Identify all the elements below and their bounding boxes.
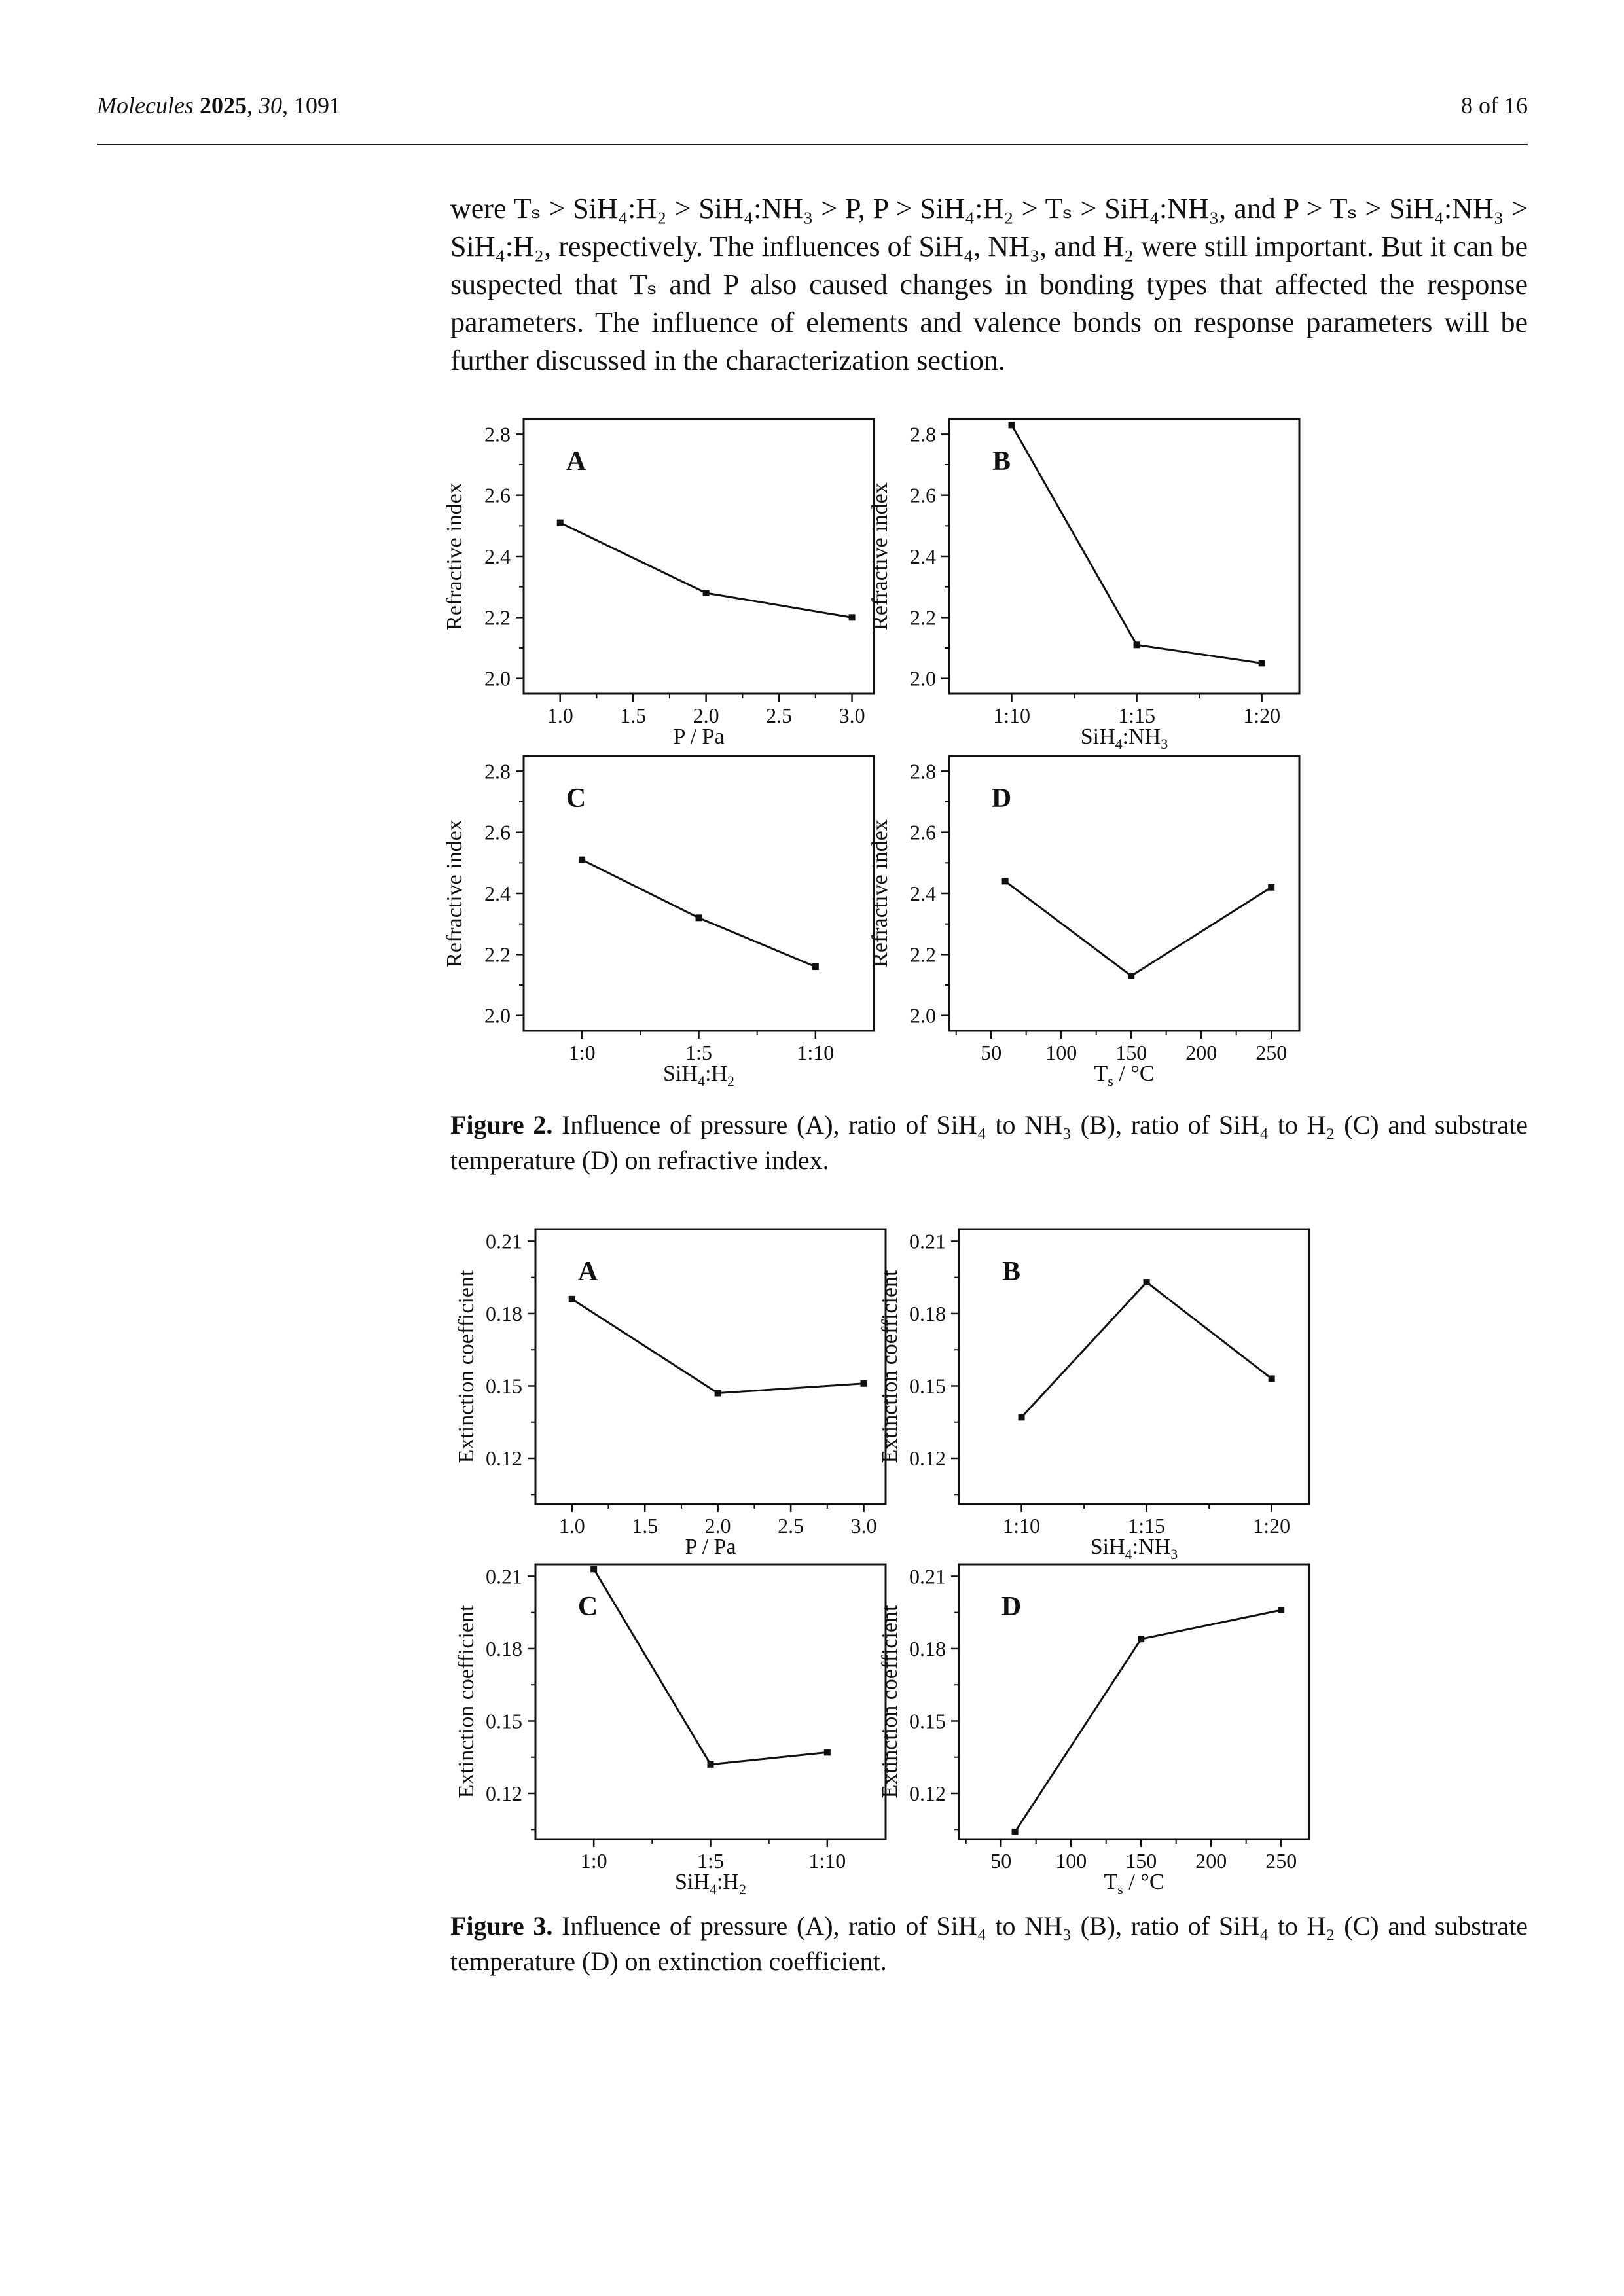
y-tick-label: 2.8	[484, 759, 511, 783]
body-paragraph	[450, 190, 1528, 380]
y-tick-label: 0.21	[486, 1564, 522, 1588]
article-number: 1091	[293, 92, 341, 118]
x-tick-label: 200	[1185, 1041, 1218, 1064]
panel-label: C	[577, 1592, 598, 1622]
y-axis-label: Refractive index	[442, 819, 467, 967]
y-tick-label: 2.8	[910, 422, 936, 446]
x-axis-label: P / Pa	[685, 1535, 736, 1559]
figure-2	[0, 393, 1624, 1089]
chart-panel-a	[442, 419, 874, 749]
y-tick-label: 2.2	[910, 942, 936, 967]
x-tick-label: 250	[1255, 1041, 1288, 1064]
y-tick-label: 0.18	[486, 1301, 522, 1325]
x-tick-label: 1:5	[685, 1041, 712, 1064]
y-axis-label: Extinction coefficient	[878, 1270, 902, 1463]
x-tick-label: 2.5	[778, 1514, 804, 1537]
x-tick-label: 3.0	[839, 704, 865, 727]
x-tick-label: 1.0	[558, 1514, 585, 1537]
y-tick-label: 0.15	[486, 1374, 522, 1398]
data-point	[1019, 1414, 1025, 1420]
y-tick-label: 0.18	[486, 1636, 522, 1660]
y-tick-label: 2.2	[484, 942, 511, 967]
data-point	[861, 1380, 867, 1387]
y-tick-label: 0.15	[909, 1709, 946, 1733]
x-tick-label: 100	[1045, 1041, 1077, 1064]
data-point	[849, 614, 856, 620]
y-tick-label: 2.6	[484, 483, 511, 507]
panel-label: D	[991, 783, 1012, 814]
x-tick-label: 2.5	[766, 704, 793, 727]
x-tick-label: 1:15	[1118, 704, 1156, 727]
x-tick-label: 1:15	[1128, 1514, 1166, 1537]
journal-year: 2025	[199, 92, 247, 118]
series-line	[1005, 881, 1272, 976]
panel-label: D	[1001, 1592, 1022, 1622]
page-header	[97, 92, 1528, 145]
data-point	[1278, 1607, 1284, 1613]
x-tick-label: 1:10	[808, 1849, 846, 1873]
x-tick-label: 2.0	[693, 704, 719, 727]
x-tick-label: 1:10	[797, 1041, 835, 1064]
data-point	[1128, 973, 1134, 979]
chart-panel-c	[454, 1564, 886, 1897]
x-tick-label: 1:20	[1243, 704, 1281, 727]
data-point	[590, 1566, 597, 1572]
panel-label: A	[577, 1257, 598, 1287]
x-tick-label: 1:0	[580, 1849, 607, 1873]
data-point	[1009, 422, 1015, 428]
data-point	[715, 1390, 721, 1397]
y-tick-label: 2.4	[484, 545, 511, 568]
data-point	[708, 1761, 714, 1768]
y-axis-label: Extinction coefficient	[454, 1270, 478, 1463]
y-tick-label: 2.4	[910, 882, 936, 905]
x-axis-label: P / Pa	[673, 725, 725, 749]
y-tick-label: 2.0	[910, 1003, 936, 1028]
data-point	[1144, 1279, 1150, 1285]
figure-3	[0, 1211, 1624, 1898]
journal-name: Molecules	[97, 92, 194, 118]
y-tick-label: 0.12	[909, 1782, 946, 1805]
y-tick-label: 0.21	[909, 1229, 946, 1253]
panel-label: C	[566, 783, 586, 814]
y-tick-label: 2.0	[484, 666, 511, 691]
journal-volume: 30	[258, 92, 282, 118]
chart-panel-d	[878, 1564, 1309, 1897]
y-tick-label: 2.6	[910, 483, 936, 507]
y-tick-label: 2.2	[910, 605, 936, 630]
y-axis-label: Refractive index	[868, 482, 892, 630]
x-tick-label: 3.0	[850, 1514, 877, 1537]
y-tick-label: 0.12	[486, 1782, 522, 1805]
x-tick-label: 250	[1265, 1849, 1297, 1873]
x-tick-label: 50	[981, 1041, 1002, 1064]
y-tick-label: 0.18	[909, 1636, 946, 1660]
y-tick-label: 2.4	[910, 545, 936, 568]
x-tick-label: 1.0	[547, 704, 573, 727]
y-tick-label: 0.12	[486, 1446, 522, 1470]
data-point	[1012, 1829, 1019, 1835]
data-point	[557, 520, 564, 526]
x-tick-label: 50	[990, 1849, 1012, 1873]
data-point	[812, 963, 819, 970]
y-axis-label: Extinction coefficient	[454, 1605, 478, 1799]
chart-panel-c	[442, 756, 874, 1089]
data-point	[1259, 660, 1265, 666]
x-tick-label: 1:5	[697, 1849, 724, 1873]
paragraph-text: were Tₛ > SiH₄:H₂ > SiH₄:NH₃ > P, P > SiH₄:H₂ > Tₛ > SiH₄:NH₃, and P > Tₛ > SiH₄:NH₃ > SiH₄:H₂, respectively. The influences of SiH₄, NH₃, and H₂ were still important. But it can be suspected that Tₛ and P also caused changes in bonding types that affected the response parameters. The influence of elements and valence bonds on response parameters will be further discussed in the characterization section.	[450, 192, 1528, 376]
data-point	[579, 857, 585, 863]
series-line	[1012, 425, 1262, 663]
series-line	[594, 1569, 827, 1764]
y-tick-label: 2.8	[910, 759, 936, 783]
y-tick-label: 0.21	[909, 1564, 946, 1588]
x-tick-label: 2.0	[704, 1514, 731, 1537]
data-point	[696, 914, 702, 921]
x-tick-label: 1.5	[632, 1514, 659, 1537]
x-tick-label: 100	[1055, 1849, 1087, 1873]
x-axis-label: $SiH_4:H_2$	[675, 1870, 746, 1897]
y-axis-label: Refractive index	[442, 482, 467, 630]
figure-3-caption	[450, 1909, 1528, 1979]
y-tick-label: 0.15	[909, 1374, 946, 1398]
x-tick-label: 200	[1195, 1849, 1227, 1873]
x-tick-label: 1:20	[1253, 1514, 1291, 1537]
data-point	[1269, 1375, 1275, 1382]
series-line	[582, 860, 816, 967]
x-axis-label: $SiH_4:NH_3$	[1090, 1535, 1178, 1562]
series-line	[560, 523, 852, 618]
x-tick-label: 1:10	[993, 704, 1030, 727]
y-tick-label: 2.0	[484, 1003, 511, 1028]
data-point	[824, 1749, 831, 1755]
x-axis-label: $SiH_4:NH_3$	[1080, 725, 1168, 752]
data-point	[1138, 1636, 1144, 1642]
series-line	[572, 1299, 864, 1393]
x-tick-label: 150	[1125, 1849, 1157, 1873]
figure-3-caption-label: Figure 3.	[450, 1911, 553, 1941]
y-tick-label: 2.6	[484, 820, 511, 844]
y-tick-label: 2.0	[910, 666, 936, 691]
panel-label: B	[992, 446, 1011, 476]
x-axis-label: $T_s / ^\circ C$	[1094, 1062, 1155, 1089]
chart-panel-b	[878, 1229, 1309, 1562]
x-tick-label: 1:0	[568, 1041, 596, 1064]
y-tick-label: 0.15	[486, 1709, 522, 1733]
x-axis-label: $T_s / ^\circ C$	[1104, 1870, 1164, 1897]
chart-panel-b	[868, 419, 1299, 752]
data-point	[569, 1296, 575, 1302]
chart-panel-a	[454, 1229, 886, 1559]
panel-label: A	[566, 446, 586, 476]
y-tick-label: 2.8	[484, 422, 511, 446]
data-point	[703, 590, 710, 596]
data-point	[1268, 884, 1274, 891]
chart-panel-d	[868, 756, 1299, 1089]
figure-2-caption-label: Figure 2.	[450, 1110, 553, 1139]
x-tick-label: 150	[1115, 1041, 1147, 1064]
y-tick-label: 2.4	[484, 882, 511, 905]
y-tick-label: 0.12	[909, 1446, 946, 1470]
figure-3-caption-text: Influence of pressure (A), ratio of SiH₄ to NH₃ (B), ratio of SiH₄ to H₂ (C) and substrate temperature (D) on extinction coefficient.	[450, 1911, 1528, 1976]
journal-citation: Molecules 2025, 30, 1091	[97, 92, 341, 118]
y-tick-label: 2.2	[484, 605, 511, 630]
data-point	[1002, 878, 1009, 884]
x-tick-label: 1:10	[1003, 1514, 1040, 1537]
panel-label: B	[1001, 1257, 1021, 1287]
figure-2-caption	[450, 1107, 1528, 1178]
y-tick-label: 2.6	[910, 820, 936, 844]
x-axis-label: $SiH_4:H_2$	[663, 1062, 734, 1089]
y-tick-label: 0.21	[486, 1229, 522, 1253]
y-axis-label: Refractive index	[868, 819, 892, 967]
data-point	[1134, 641, 1140, 648]
series-line	[1022, 1282, 1272, 1417]
x-tick-label: 1.5	[620, 704, 647, 727]
series-line	[1015, 1610, 1282, 1832]
page-number: 8 of 16	[1461, 92, 1528, 118]
y-axis-label: Extinction coefficient	[878, 1605, 902, 1799]
figure-2-caption-text: Influence of pressure (A), ratio of SiH₄ to NH₃ (B), ratio of SiH₄ to H₂ (C) and substrate temperature (D) on refractive index.	[450, 1110, 1528, 1175]
y-tick-label: 0.18	[909, 1301, 946, 1325]
